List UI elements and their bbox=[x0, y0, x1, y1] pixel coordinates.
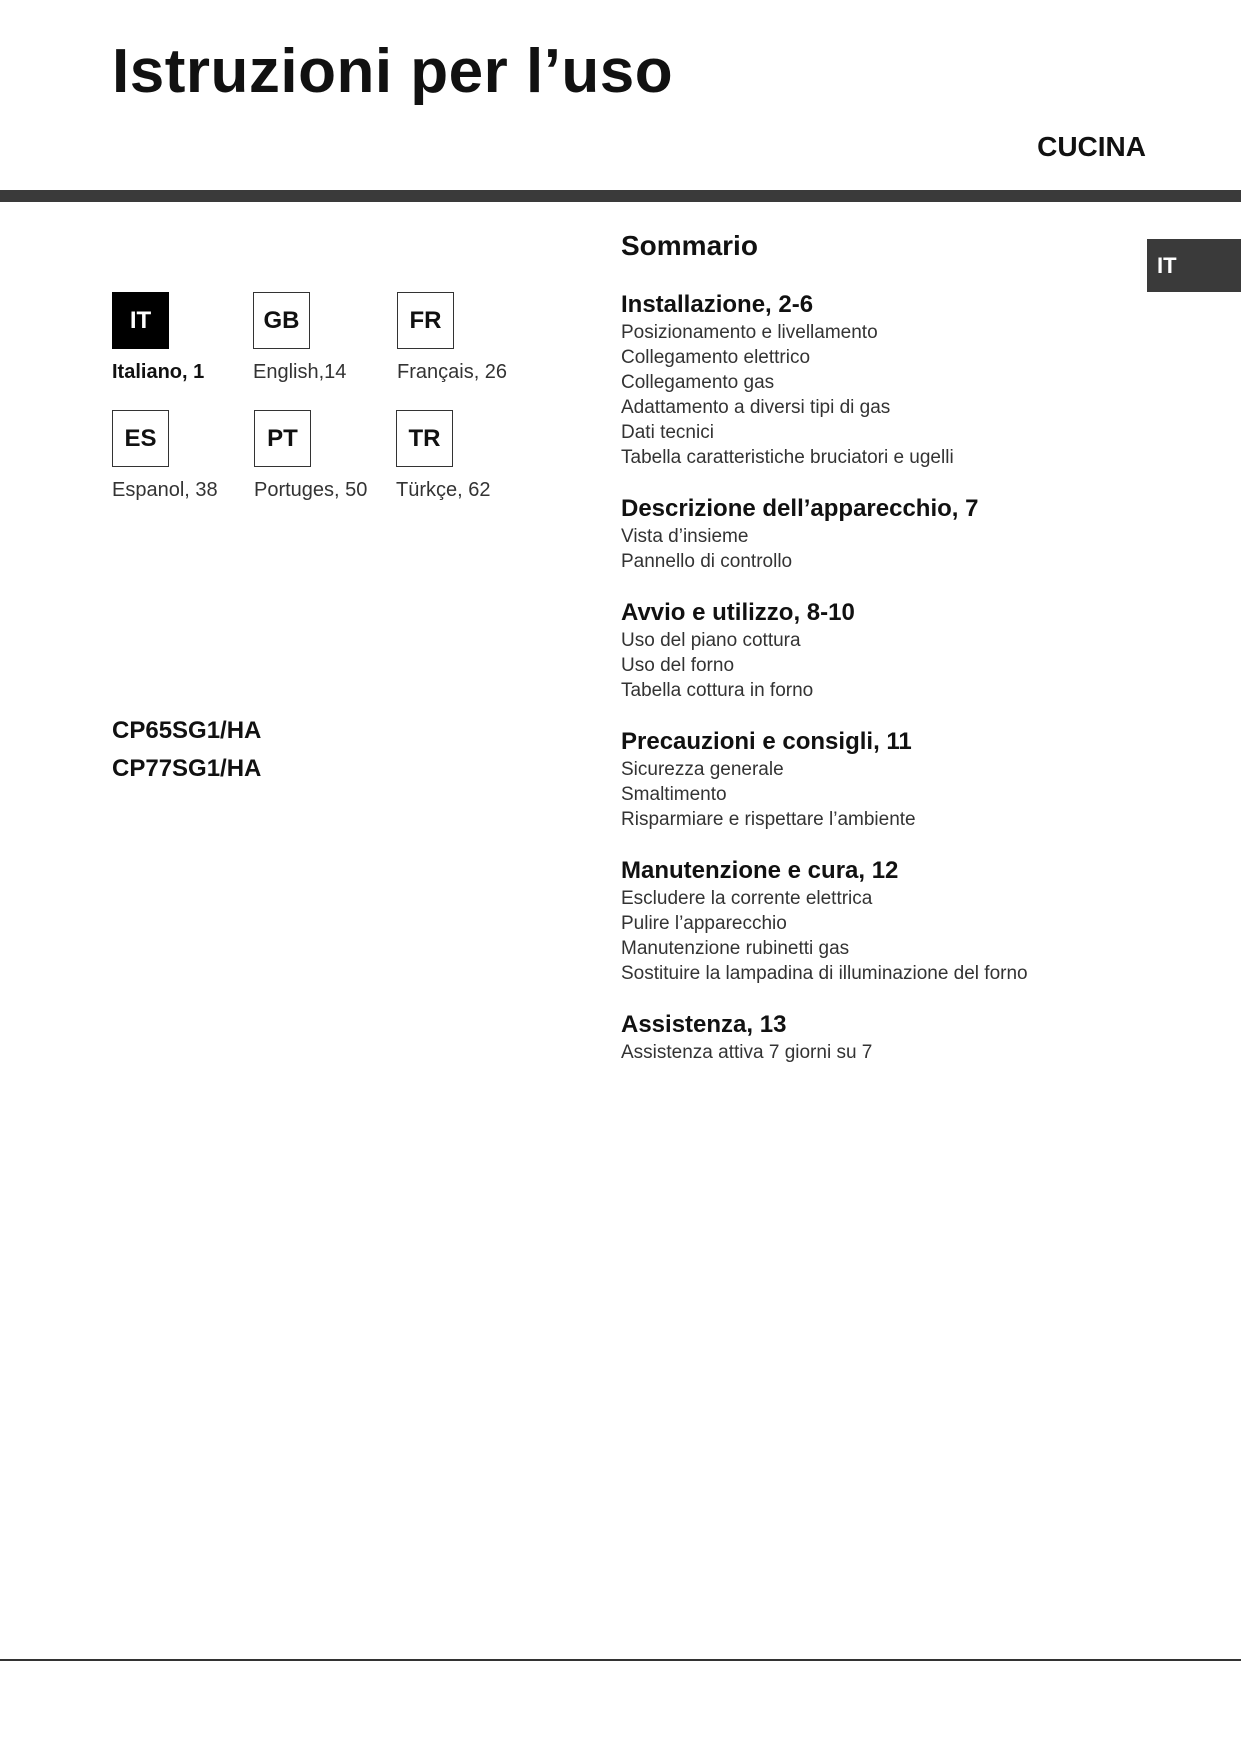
header-divider bbox=[0, 190, 1241, 202]
toc-item[interactable]: Uso del piano cottura bbox=[621, 630, 801, 651]
toc-section-precauzioni bbox=[621, 727, 1141, 832]
toc-heading[interactable]: Descrizione dell’apparecchio, 7 bbox=[621, 495, 979, 522]
toc-item[interactable]: Tabella cottura in forno bbox=[621, 680, 814, 701]
table-of-contents bbox=[621, 226, 1141, 1089]
toc-item[interactable]: Smaltimento bbox=[621, 784, 727, 805]
language-label: Türkçe, 62 bbox=[396, 479, 491, 501]
language-label: Portuges, 50 bbox=[254, 479, 368, 501]
language-code-box: TR bbox=[396, 410, 453, 467]
language-tab: IT bbox=[1147, 239, 1241, 292]
language-label: Français, 26 bbox=[397, 361, 508, 383]
toc-section-avvio bbox=[621, 598, 1141, 703]
language-item-fr[interactable] bbox=[397, 292, 517, 384]
model-list bbox=[112, 712, 261, 788]
model-number: CP65SG1/HA bbox=[112, 717, 262, 744]
model-number: CP77SG1/HA bbox=[112, 755, 262, 782]
toc-item[interactable]: Sicurezza generale bbox=[621, 759, 784, 780]
toc-item[interactable]: Vista d’insieme bbox=[621, 526, 749, 547]
toc-heading[interactable]: Installazione, 2-6 bbox=[621, 291, 814, 318]
toc-section-manutenzione bbox=[621, 856, 1141, 986]
toc-title: Sommario bbox=[621, 230, 758, 261]
toc-item[interactable]: Posizionamento e livellamento bbox=[621, 322, 878, 343]
toc-item[interactable]: Risparmiare e rispettare l’ambiente bbox=[621, 809, 916, 830]
toc-item[interactable]: Sostituire la lampadina di illuminazione del forno bbox=[621, 963, 1028, 984]
language-item-tr[interactable] bbox=[396, 410, 516, 502]
toc-item[interactable]: Manutenzione rubinetti gas bbox=[621, 938, 850, 959]
toc-section-installazione bbox=[621, 290, 1141, 470]
language-item-gb[interactable] bbox=[253, 292, 373, 384]
language-item-es[interactable] bbox=[112, 410, 232, 502]
toc-item[interactable]: Uso del forno bbox=[621, 655, 735, 676]
toc-section-assistenza bbox=[621, 1010, 1141, 1065]
language-label: English,14 bbox=[253, 361, 347, 383]
language-code-box: PT bbox=[254, 410, 311, 467]
language-code-box: GB bbox=[253, 292, 310, 349]
language-code-box: ES bbox=[112, 410, 169, 467]
toc-item[interactable]: Collegamento elettrico bbox=[621, 347, 811, 368]
toc-item[interactable]: Adattamento a diversi tipi di gas bbox=[621, 397, 891, 418]
toc-section-descrizione bbox=[621, 494, 1141, 574]
toc-item[interactable]: Collegamento gas bbox=[621, 372, 775, 393]
toc-item[interactable]: Tabella caratteristiche bruciatori e ugelli bbox=[621, 447, 954, 468]
language-item-it[interactable] bbox=[112, 292, 232, 384]
language-item-pt[interactable] bbox=[254, 410, 374, 502]
product-category: CUCINA bbox=[1037, 131, 1146, 162]
toc-item[interactable]: Assistenza attiva 7 giorni su 7 bbox=[621, 1042, 873, 1063]
toc-item[interactable]: Dati tecnici bbox=[621, 422, 714, 443]
page-title: Istruzioni per l’uso bbox=[112, 37, 674, 106]
language-label: Espanol, 38 bbox=[112, 479, 218, 501]
toc-item[interactable]: Pulire l’apparecchio bbox=[621, 913, 787, 934]
toc-heading[interactable]: Assistenza, 13 bbox=[621, 1011, 787, 1038]
toc-item[interactable]: Escludere la corrente elettrica bbox=[621, 888, 873, 909]
toc-item[interactable]: Pannello di controllo bbox=[621, 551, 793, 572]
language-code-box: FR bbox=[397, 292, 454, 349]
footer-divider bbox=[0, 1659, 1241, 1661]
language-code-box: IT bbox=[112, 292, 169, 349]
toc-heading[interactable]: Precauzioni e consigli, 11 bbox=[621, 728, 912, 755]
language-label: Italiano, 1 bbox=[112, 361, 205, 383]
toc-heading[interactable]: Manutenzione e cura, 12 bbox=[621, 857, 899, 884]
toc-heading[interactable]: Avvio e utilizzo, 8-10 bbox=[621, 599, 855, 626]
